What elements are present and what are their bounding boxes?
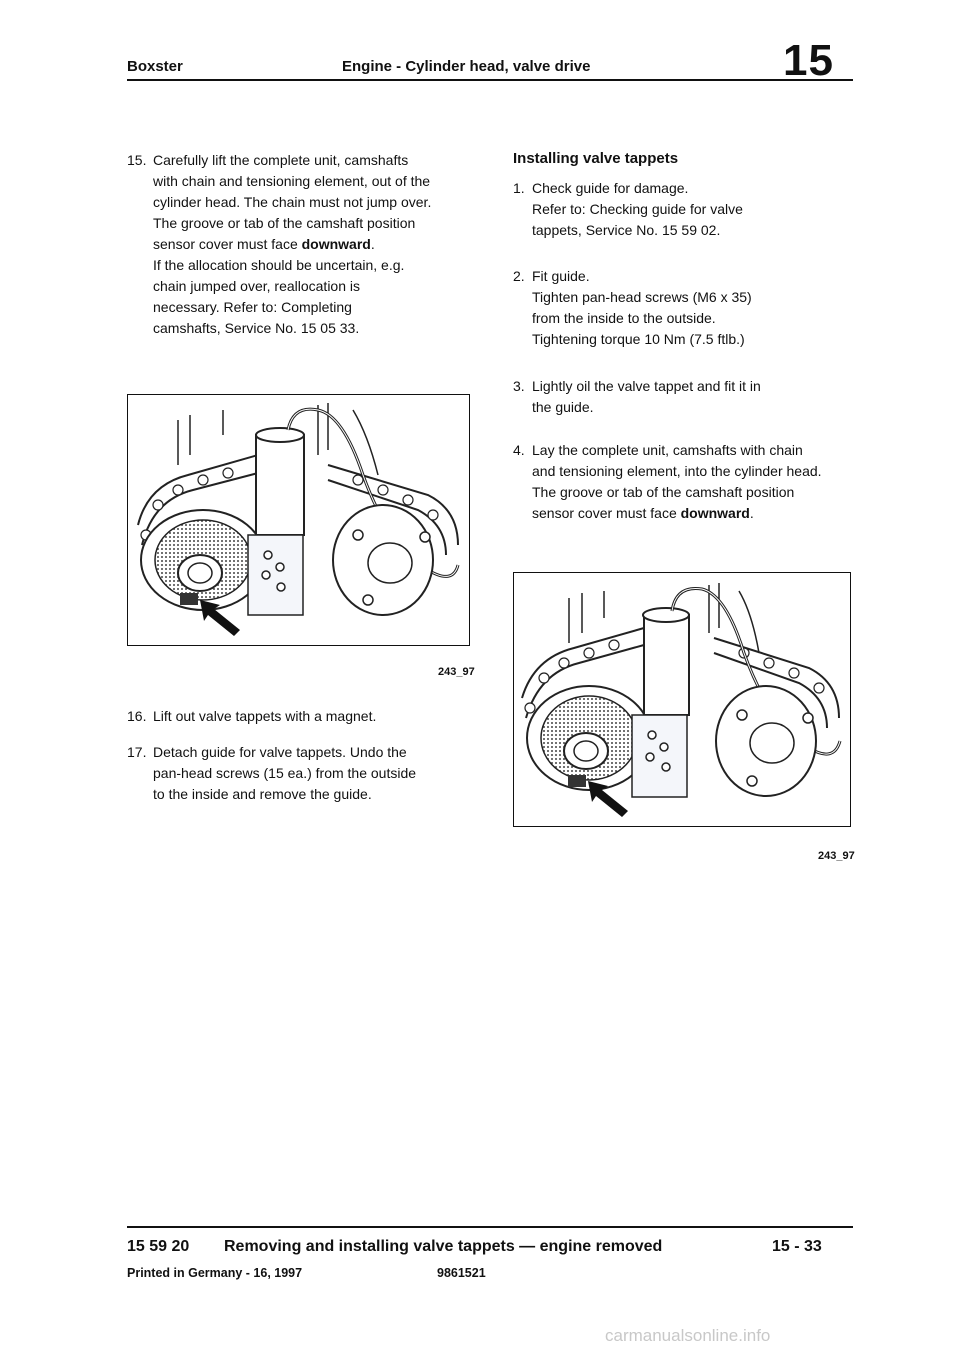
step-number: 17. [127,744,147,760]
step-line: Fit guide. [532,268,590,284]
step-line: chain jumped over, reallocation is [153,278,361,294]
figure-label: 243_97 [818,850,855,862]
step-line: Detach guide for valve tappets. Undo the [153,744,407,760]
step-line: from the inside to the outside. [532,310,716,326]
step-line: Tighten pan-head screws (M6 x 35) [532,289,752,305]
camshaft-assembly-illustration [128,395,469,645]
header-model: Boxster [127,58,183,75]
step-number: 15. [127,152,147,168]
footer-service-code: 15 59 20 [127,1238,190,1255]
step-number: 1. [513,180,525,196]
step-line: Refer to: Checking guide for valve [532,201,743,217]
step-line-emphasis: sensor cover must face downward. [532,505,754,521]
header-title: Engine - Cylinder head, valve drive [342,58,591,75]
step-line: The groove or tab of the camshaft position [153,215,416,231]
step-line: Tightening torque 10 Nm (7.5 ftlb.) [532,331,745,347]
figure-label: 243_97 [438,666,475,678]
step-line: Lightly oil the valve tappet and fit it in [532,378,761,394]
step-line: cylinder head. The chain must not jump over. [153,194,432,210]
step-line: pan-head screws (15 ea.) from the outside [153,765,417,781]
watermark: carmanualsonline.info [605,1326,771,1345]
footer-title: Removing and installing valve tappets — engine removed [224,1238,663,1255]
step-line: and tensioning element, into the cylinder head. [532,463,822,479]
footer-printed: Printed in Germany - 16, 1997 [127,1266,303,1280]
step-line: If the allocation should be uncertain, e.g. [153,257,405,273]
step-line: with chain and tensioning element, out of the [153,173,431,189]
footer-part-number: 9861521 [437,1266,486,1280]
step-line: necessary. Refer to: Completing [153,299,352,315]
step-line: to the inside and remove the guide. [153,786,372,802]
step-line: the guide. [532,399,594,415]
header-group-number: 15 [783,36,834,85]
footer-rule [127,1226,853,1228]
step-number: 3. [513,378,525,394]
step-number: 2. [513,268,525,284]
step-line: The groove or tab of the camshaft position [532,484,795,500]
header-rule [127,79,853,81]
step-line: camshafts, Service No. 15 05 33. [153,320,360,336]
camshaft-assembly-illustration [514,573,850,826]
step-line: Lift out valve tappets with a magnet. [153,708,377,724]
step-number: 16. [127,708,147,724]
step-number: 4. [513,442,525,458]
step-line: Check guide for damage. [532,180,689,196]
footer-page-number: 15 - 33 [772,1238,822,1255]
section-title-installing: Installing valve tappets [513,150,679,167]
step-line: Carefully lift the complete unit, camshafts [153,152,409,168]
step-line: Lay the complete unit, camshafts with chain [532,442,803,458]
figure-camshaft-unit-left [127,394,470,646]
figure-camshaft-unit-right [513,572,851,827]
step-line-emphasis: sensor cover must face downward. [153,236,375,252]
step-line: tappets, Service No. 15 59 02. [532,222,721,238]
